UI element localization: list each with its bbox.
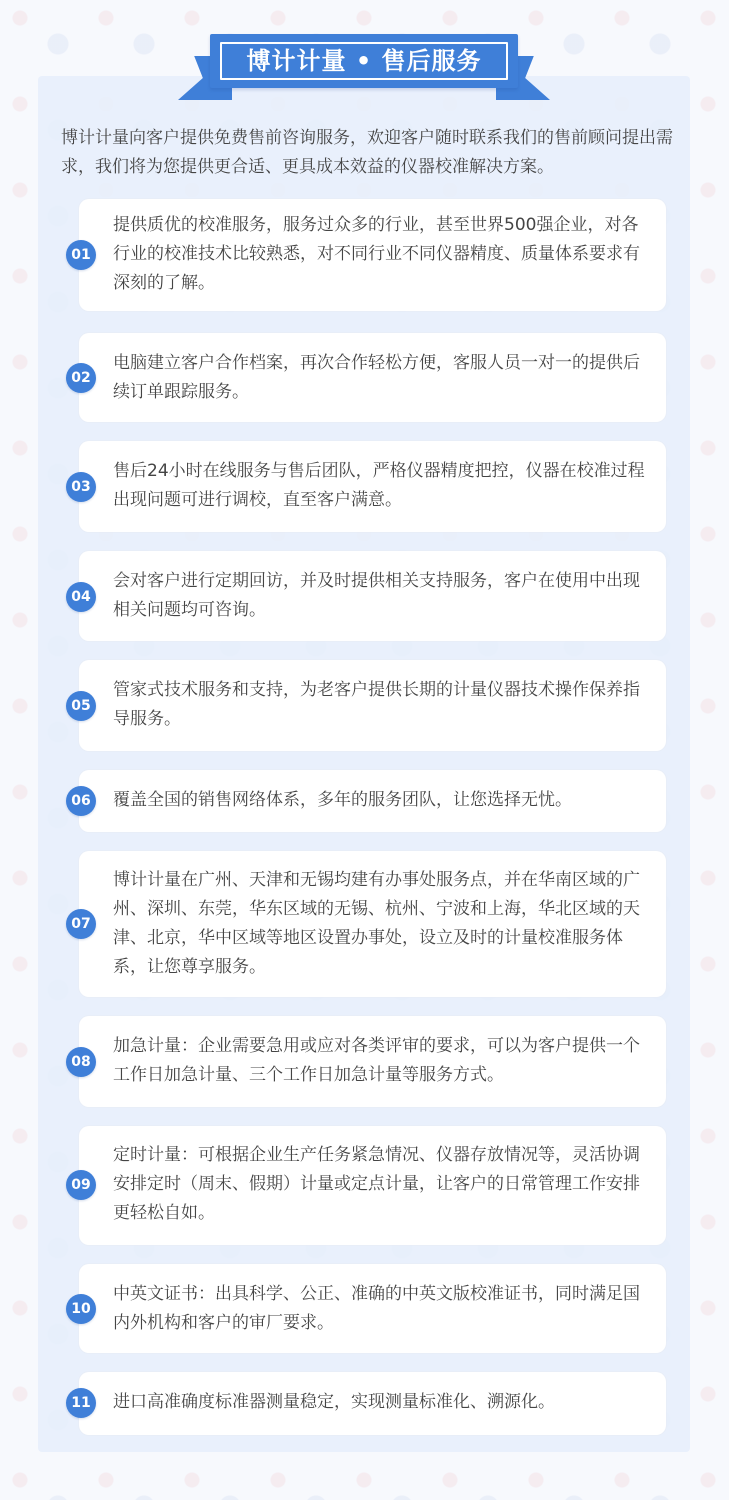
service-number-01: 01 xyxy=(66,240,96,270)
service-number-10: 10 xyxy=(66,1294,96,1324)
service-card-08 xyxy=(71,1016,666,1107)
service-text-07: 博计计量在广州、天津和无锡均建有办事处服务点，并在华南区域的广州、深圳、东莞，华东区域的无锡、杭州、宁波和上海，华北区域的天津、北京，华中区域等地区设置办事处，设立及时的计量校准服务体系，让您尊享服务。 xyxy=(113,870,640,977)
service-card-10 xyxy=(71,1264,666,1353)
service-number-11: 11 xyxy=(66,1388,96,1418)
service-number-06: 06 xyxy=(66,786,96,816)
service-number-02: 02 xyxy=(66,363,96,393)
page-title: 博计计量 • 售后服务 xyxy=(246,47,482,75)
service-text-04: 会对客户进行定期回访，并及时提供相关支持服务，客户在使用中出现相关问题均可咨询。 xyxy=(113,571,640,620)
service-text-08: 加急计量：企业需要急用或应对各类评审的要求，可以为客户提供一个工作日加急计量、三个工作日加急计量等服务方式。 xyxy=(113,1036,640,1085)
service-card-11 xyxy=(71,1372,666,1435)
service-text-09: 定时计量：可根据企业生产任务紧急情况、仪器存放情况等，灵活协调安排定时（周末、假期）计量或定点计量，让客户的日常管理工作安排更轻松自如。 xyxy=(113,1145,640,1223)
service-number-05: 05 xyxy=(66,691,96,721)
service-number-09: 09 xyxy=(66,1170,96,1200)
service-text-03: 售后24小时在线服务与售后团队，严格仪器精度把控，仪器在校准过程出现问题可进行调校，直至客户满意。 xyxy=(113,461,645,510)
service-number-08: 08 xyxy=(66,1047,96,1077)
service-number-04: 04 xyxy=(66,582,96,612)
ribbon-main xyxy=(210,34,518,88)
service-card-09 xyxy=(71,1126,666,1245)
service-text-10: 中英文证书：出具科学、公正、准确的中英文版校准证书，同时满足国内外机构和客户的审厂要求。 xyxy=(113,1284,640,1333)
intro-paragraph: 博计计量向客户提供免费售前咨询服务，欢迎客户随时联系我们的售前顾问提出需求，我们将为您提供更合适、更具成本效益的仪器校准解决方案。 xyxy=(61,128,673,177)
service-text-02: 电脑建立客户合作档案，再次合作轻松方便，客服人员一对一的提供后续订单跟踪服务。 xyxy=(113,353,640,402)
service-card-05 xyxy=(71,660,666,751)
title-ribbon xyxy=(178,34,550,102)
service-card-01 xyxy=(71,199,666,311)
service-text-06: 覆盖全国的销售网络体系，多年的服务团队，让您选择无忧。 xyxy=(113,790,572,810)
service-card-06 xyxy=(71,770,666,832)
service-text-11: 进口高准确度标准器测量稳定，实现测量标准化、溯源化。 xyxy=(113,1392,555,1412)
service-text-05: 管家式技术服务和支持，为老客户提供长期的计量仪器技术操作保养指导服务。 xyxy=(113,680,640,729)
service-number-03: 03 xyxy=(66,472,96,502)
service-card-04 xyxy=(71,551,666,641)
service-number-07: 07 xyxy=(66,909,96,939)
service-card-02 xyxy=(71,333,666,422)
service-card-03 xyxy=(71,441,666,532)
service-card-07 xyxy=(71,851,666,997)
service-text-01: 提供质优的校准服务，服务过众多的行业，甚至世界500强企业，对各行业的校准技术比较熟悉，对不同行业不同仪器精度、质量体系要求有深刻的了解。 xyxy=(113,215,640,293)
